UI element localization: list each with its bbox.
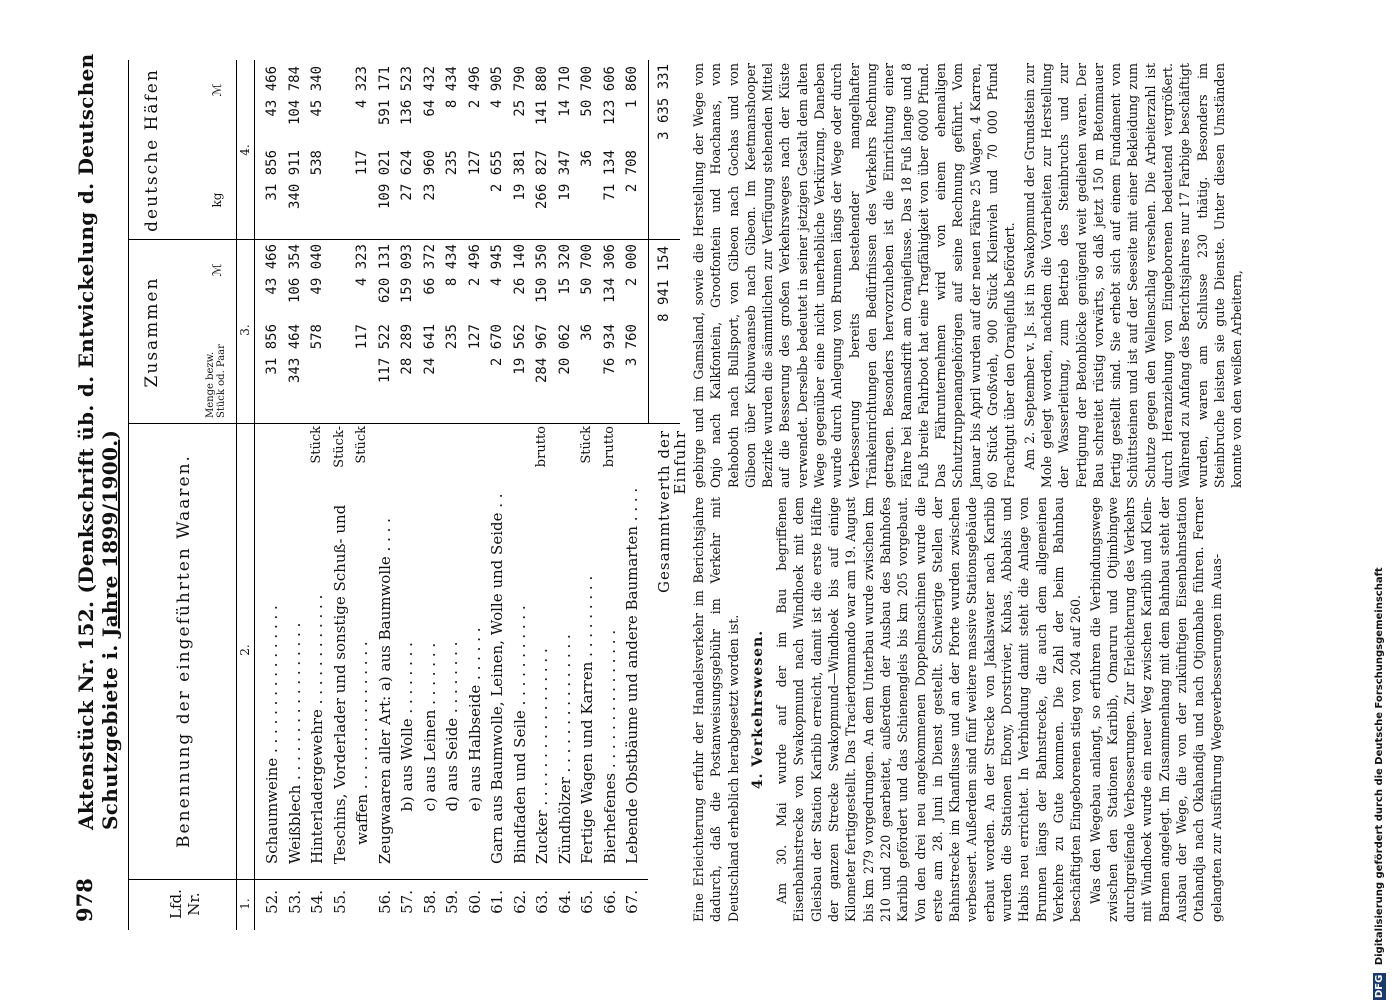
total-label: Gesammtwerth der Einfuhr: [655, 430, 689, 593]
row-deutsch-wert: 591 171: [376, 66, 393, 126]
row-deutsch-kg: 235: [444, 150, 460, 176]
row-zusammen-menge: 76 934: [601, 324, 618, 375]
row-item-name: Zucker . . . . . . . . . . . . . . . . .: [533, 648, 551, 864]
row-deutsch-kg: 23 960: [421, 150, 438, 201]
row-deutsch-kg: 31 856: [264, 150, 280, 201]
row-unit: brutto: [601, 426, 617, 468]
table-rule-top: [128, 60, 129, 930]
row-zusammen-wert: 49 040: [309, 244, 325, 295]
row-deutsch-kg: 27 624: [399, 150, 415, 201]
row-item-name: Garn aus Baumwolle, Leinen, Wolle und Seide . .: [488, 493, 506, 864]
row-deutsch-wert: 136 523: [399, 66, 415, 126]
row-item-name: e) aus Halbseide . . . . . .: [465, 627, 484, 864]
row-number: 53.: [285, 890, 304, 914]
paragraph: Was den Wegebau anlangt, so erfuhren die Verbindungswege zwischen den Stationen Karibib, Omaruru und Otjimbingwe durchgreifende Verbesserungen. Zur Erleichterung des Verkehrs mit Windhoek wurde ein neuer Weg zwischen Karibib und Klein-Barmen angelegt. Im Zusammenhang mit dem Bahnbau steht der Ausbau der Wege, die von der zukünftigen Eisenbahnstation Otahandja nach Okahandja und nach Otjombahe führen. Ferner gelangten zur Ausführung Wegeverbesserungen im Auas-: [1087, 497, 1224, 922]
row-item-name: c) aus Leinen . . . . . . .: [420, 642, 439, 864]
row-zusammen-menge: 2 670: [489, 324, 505, 367]
head-menge-2: Stück od. Paar: [216, 344, 227, 418]
row-unit: brutto: [534, 426, 549, 468]
colnum-1: 1.: [238, 898, 252, 910]
row-number: 62.: [510, 890, 529, 914]
row-deutsch-wert: 50 700: [579, 66, 595, 117]
row-deutsch-wert: 14 710: [556, 66, 573, 117]
paragraph: Am 2. September v. Js. ist in Swakopmund der Grundstein zur Mole gelegt worden, nachdem die Vorarbeiten zur Herstellung der Wasserleitung, zum Betrieb des Steinbruchs und zur Fertigung der Betonblöcke genügend weit gediehen waren. Der Bau schreitet rüstig vorwärts, so daß jetzt 150 m Betonmauer fertig gestellt sind. Sie erhebt sich auf einem Fundament von Schüttsteinen und ist auf der Seeseite mit einer Bekleidung zum Schutze gegen den Wellenschlag versehen. Die Arbeiterzahl ist durch Heranziehung von Eingeborenen bedeutend vergrößert. Während zu Anfang des Berichtsjahres nur 17 Farbige beschäftigt wurden, waren am Schlusse 230 thätig. Besonders im Steinbruche leisten sie gute Dienste. Unter diesen Umständen konnte von den weißen Arbeitern,: [1021, 63, 1245, 488]
head-lfd: Lfd.: [167, 889, 185, 919]
row-deutsch-kg: 266 827: [534, 150, 550, 210]
row-item-name: Fertige Wagen und Karren . . . . . . . . .: [578, 575, 596, 864]
table-vline-3: [128, 239, 680, 240]
row-zusammen-wert: 159 093: [399, 244, 415, 304]
row-zusammen-menge: 343 464: [286, 324, 303, 384]
row-deutsch-wert: 64 432: [421, 66, 438, 117]
row-unit: Stück-: [331, 426, 347, 468]
row-deutsch-wert: 4 905: [489, 66, 505, 109]
row-number: 65.: [578, 890, 596, 914]
row-deutsch-kg: 19 381: [511, 150, 528, 201]
table-vline-1: [128, 879, 648, 880]
colnum-4: 4.: [238, 144, 252, 156]
row-number: 63.: [533, 890, 551, 914]
row-deutsch-kg: 36: [579, 150, 595, 167]
page-number: 978: [72, 878, 97, 922]
paragraph: Am 30. Mai wurde auf der im Bau begriffenen Eisenbahnstrecke von Swakopmund nach Windhoek mit dem Gleisbau der Station Karibib erreicht, damit ist die erste Hälfte der ganzen Strecke Swakopmund—Windhoek bis auf einige Kilometer fertiggestellt. Das Traciertommando war am 19. August bis km 279 vorgedrungen. An dem Unterbau wurde zwischen km 210 und 220 gearbeitet, außerdem der Ausbau des Bahnhofes Karibib gefördert und das Schienengleis bis km 205 vorgebaut. Von den drei neu angekommenen Doppelmaschinen wurde die erste am 28. Juni in Dienst gestellt. Schwierige Stellen der Bahnstrecke im Khanflusse und an der Pforte wurden zwischen verbessert. Außerdem sind fünf weitere massive Stationsgebäude erbaut worden. An der Strecke von Jakalswater nach Karibib wurden die Stationen Ebony, Dorstrivier, Kubas, Abbabis und Habis neu errichtet. In Verbindung damit steht die Anlage von Brunnen längs der Bahnstrecke, die auch dem allgemeinen Verkehre zu Gute kommen. Die Zahl der beim Bahnbau beschäftigten Eingeborenen stieg von 204 auf 260.: [774, 497, 1084, 922]
document-title: Aktenstück Nr. 152. (Denkschrift üb. d. Entwickelung d. Deutschen Schutzgebiete i. Jahre 1899/1900.): [74, 53, 122, 830]
row-zusammen-menge: 117 522: [376, 324, 393, 384]
row-zusammen-menge: 127: [466, 324, 483, 350]
row-zusammen-menge: 36: [579, 324, 595, 341]
row-number: 58.: [420, 890, 439, 914]
row-number: 67.: [623, 890, 641, 914]
digitization-credit: DFG Digitalisierung gefördert durch die Deutsche Forschungsgemeinschaft: [1374, 567, 1385, 998]
row-deutsch-wert: 141 880: [534, 66, 550, 126]
colnum-2: 2.: [238, 644, 252, 656]
paragraph: gebirge und im Gamsland, sowie die Herstellung der Wege von Onjo nach Kalkfontein, Grootfontein und Hoachanas, von Rehoboth nach Bullsport, von Gibeon nach Gochas und von Gibeon über Kubuwaanseb nach Gibeon. Im Keetmanshooper Bezirke wurden die sämmtlichen zur Verfügung stehenden Mittel auf die Besserung des großen Verkehrsweges nach der Küste verwendet. Derselbe bedeutet in seiner jetzigen Gestalt dem alten Wege gegenüber eine nicht unerhebliche Verkürzung. Daneben wurde durch Anlegung von Brunnen längs der Wege oder durch Verbesserung bereits bestehender mangelhafter Tränkeinrichtungen den Bedürfnissen des Verkehrs Rechnung getragen. Besonders hervorzuheben ist die Einrichtung einer Fähre bei Ramansdrift am Oranjeflusse. Das 18 Fuß lange und 8 Fuß breite Fahrboot hat eine Tragfähigkeit von über 6000 Pfund. Das Fährunternehmen wird von einem ehemaligen Schutztruppenangehörigen auf seine Rechnung geführt. Vom Januar bis April wurden auf der neuen Fähre 25 Wagen, 4 Karren, 60 Stück Großvieh, 900 Stück Kleinvieh und 70 000 Pfund Frachtgut über den Oranjefluß befördert.: [691, 63, 1018, 488]
row-item-name: Schaumweine . . . . . . . . . . . . . . . .: [263, 605, 281, 864]
row-zusammen-wert: 8 434: [444, 244, 460, 287]
section-heading: 4. Verkehrswesen.: [749, 629, 766, 790]
table-rule-total: [648, 60, 649, 424]
row-item-name: Teschins, Vorderlader und sonstige Schuß- und: [330, 504, 349, 864]
import-table: [128, 60, 689, 930]
row-deutsch-kg: 340 911: [286, 150, 303, 210]
row-unit: Stück: [354, 426, 369, 464]
row-zusammen-menge: 24 641: [421, 324, 438, 375]
text-column-right: [690, 63, 1248, 488]
row-number: 66.: [600, 890, 619, 914]
row-zusammen-wert: 66 372: [421, 244, 438, 295]
head-menge-1: Menge bezw.: [205, 351, 216, 418]
row-number: 55.: [330, 890, 349, 914]
row-item-name: b) aus Wolle . . . . . . . .: [398, 642, 416, 864]
row-deutsch-wert: 123 606: [601, 66, 618, 126]
row-zusammen-wert: 150 350: [534, 244, 550, 304]
row-deutsch-wert: 43 466: [264, 66, 280, 117]
row-zusammen-wert: 4 323: [354, 244, 370, 287]
dfg-logo: DFG: [1374, 974, 1385, 998]
row-item-name: Bierhefenes . . . . . . . . . . . . . . .: [600, 629, 619, 864]
row-deutsch-kg: 19 347: [556, 150, 573, 201]
row-deutsch-wert: 1 860: [624, 66, 640, 109]
paragraph: Eine Erleichterung erfuhr der Handelsverkehr im Berichtsjahre dadurch, daß die Postanweisungsgebühr im Verkehr mit Deutschland erheblich herabgesetzt worden ist.: [691, 497, 741, 922]
head-deutsche-haefen: deutsche Häfen: [142, 68, 162, 232]
row-deutsch-kg: 2 708: [624, 150, 640, 193]
row-deutsch-wert: 4 323: [354, 66, 370, 109]
row-unit: Stück: [579, 426, 594, 464]
total-deutsch: 3 635 331: [656, 64, 672, 140]
row-item-name: Bindfaden und Seile . . . . . . . . . . .: [510, 605, 529, 864]
row-number: 57.: [398, 890, 416, 914]
row-zusammen-wert: 4 945: [489, 244, 505, 287]
row-deutsch-kg: 117: [354, 150, 370, 176]
row-zusammen-menge: 578: [309, 324, 325, 350]
row-number: 59.: [443, 890, 461, 914]
head-zusammen: Zusammen: [142, 276, 162, 388]
head-kg: kg: [210, 192, 224, 208]
row-item-name: waffen . . . . . . . . . . . . . . . .: [353, 641, 371, 864]
row-zusammen-wert: 2 496: [466, 244, 483, 287]
row-number: 54.: [308, 890, 326, 914]
row-zusammen-menge: 28 289: [399, 324, 415, 375]
head-nr: Nr.: [185, 892, 203, 916]
row-zusammen-wert: 15 320: [556, 244, 573, 295]
table-rule-head: [236, 60, 237, 930]
row-zusammen-menge: 19 562: [511, 324, 528, 375]
row-deutsch-kg: 127: [466, 150, 483, 176]
table-rule-colnums: [254, 60, 255, 930]
row-item-name: Lebende Obstbäume und andere Baumarten . . . .: [623, 487, 641, 864]
row-zusammen-menge: 3 760: [624, 324, 640, 367]
row-item-name: Zündhölzer . . . . . . . . . . . . . . .: [555, 634, 574, 864]
page-header: [72, 0, 122, 1000]
row-deutsch-wert: 25 790: [511, 66, 528, 117]
head-mark-1: ℳ: [210, 263, 224, 277]
row-number: 64.: [555, 890, 574, 914]
row-deutsch-wert: 45 340: [309, 66, 325, 117]
row-zusammen-wert: 43 466: [264, 244, 280, 295]
row-number: 52.: [263, 890, 281, 914]
row-number: 61.: [488, 890, 506, 914]
row-zusammen-menge: 20 062: [556, 324, 573, 375]
row-zusammen-menge: 284 967: [534, 324, 550, 384]
total-zusammen: 8 941 154: [656, 246, 672, 322]
row-deutsch-kg: 2 655: [489, 150, 505, 193]
row-item-name: Hinterladergewehre . . . . . . . . . . . .: [308, 594, 326, 864]
row-zusammen-wert: 50 700: [579, 244, 595, 295]
row-item-name: Zeugwaaren aller Art: a) aus Baumwolle . . . .: [375, 518, 394, 864]
head-benennung: Benennung der eingeführten Waaren.: [174, 454, 194, 848]
row-deutsch-kg: 71 134: [601, 150, 618, 201]
row-deutsch-kg: 538: [309, 150, 325, 176]
row-number: 60.: [465, 890, 484, 914]
row-deutsch-wert: 2 496: [466, 66, 483, 109]
text-column-left: [690, 497, 1227, 922]
row-deutsch-wert: 104 784: [286, 66, 303, 126]
row-deutsch-wert: 8 434: [444, 66, 460, 109]
row-zusammen-wert: 2 000: [624, 244, 640, 287]
row-deutsch-kg: 109 021: [376, 150, 393, 210]
row-zusammen-menge: 235: [444, 324, 460, 350]
row-item-name: Weißblech . . . . . . . . . . . . . . . . .: [285, 622, 304, 864]
row-zusammen-wert: 134 306: [601, 244, 618, 304]
row-zusammen-wert: 620 131: [376, 244, 393, 304]
row-zusammen-menge: 31 856: [264, 324, 280, 375]
row-zusammen-menge: 117: [354, 324, 370, 350]
colnum-3: 3.: [238, 324, 252, 336]
row-item-name: d) aus Seide . . . . . . . .: [443, 641, 461, 864]
head-mark-2: ℳ: [210, 83, 224, 97]
row-zusammen-wert: 26 140: [511, 244, 528, 295]
row-zusammen-wert: 106 354: [286, 244, 303, 304]
row-unit: Stück: [309, 426, 324, 464]
row-number: 56.: [375, 890, 394, 914]
